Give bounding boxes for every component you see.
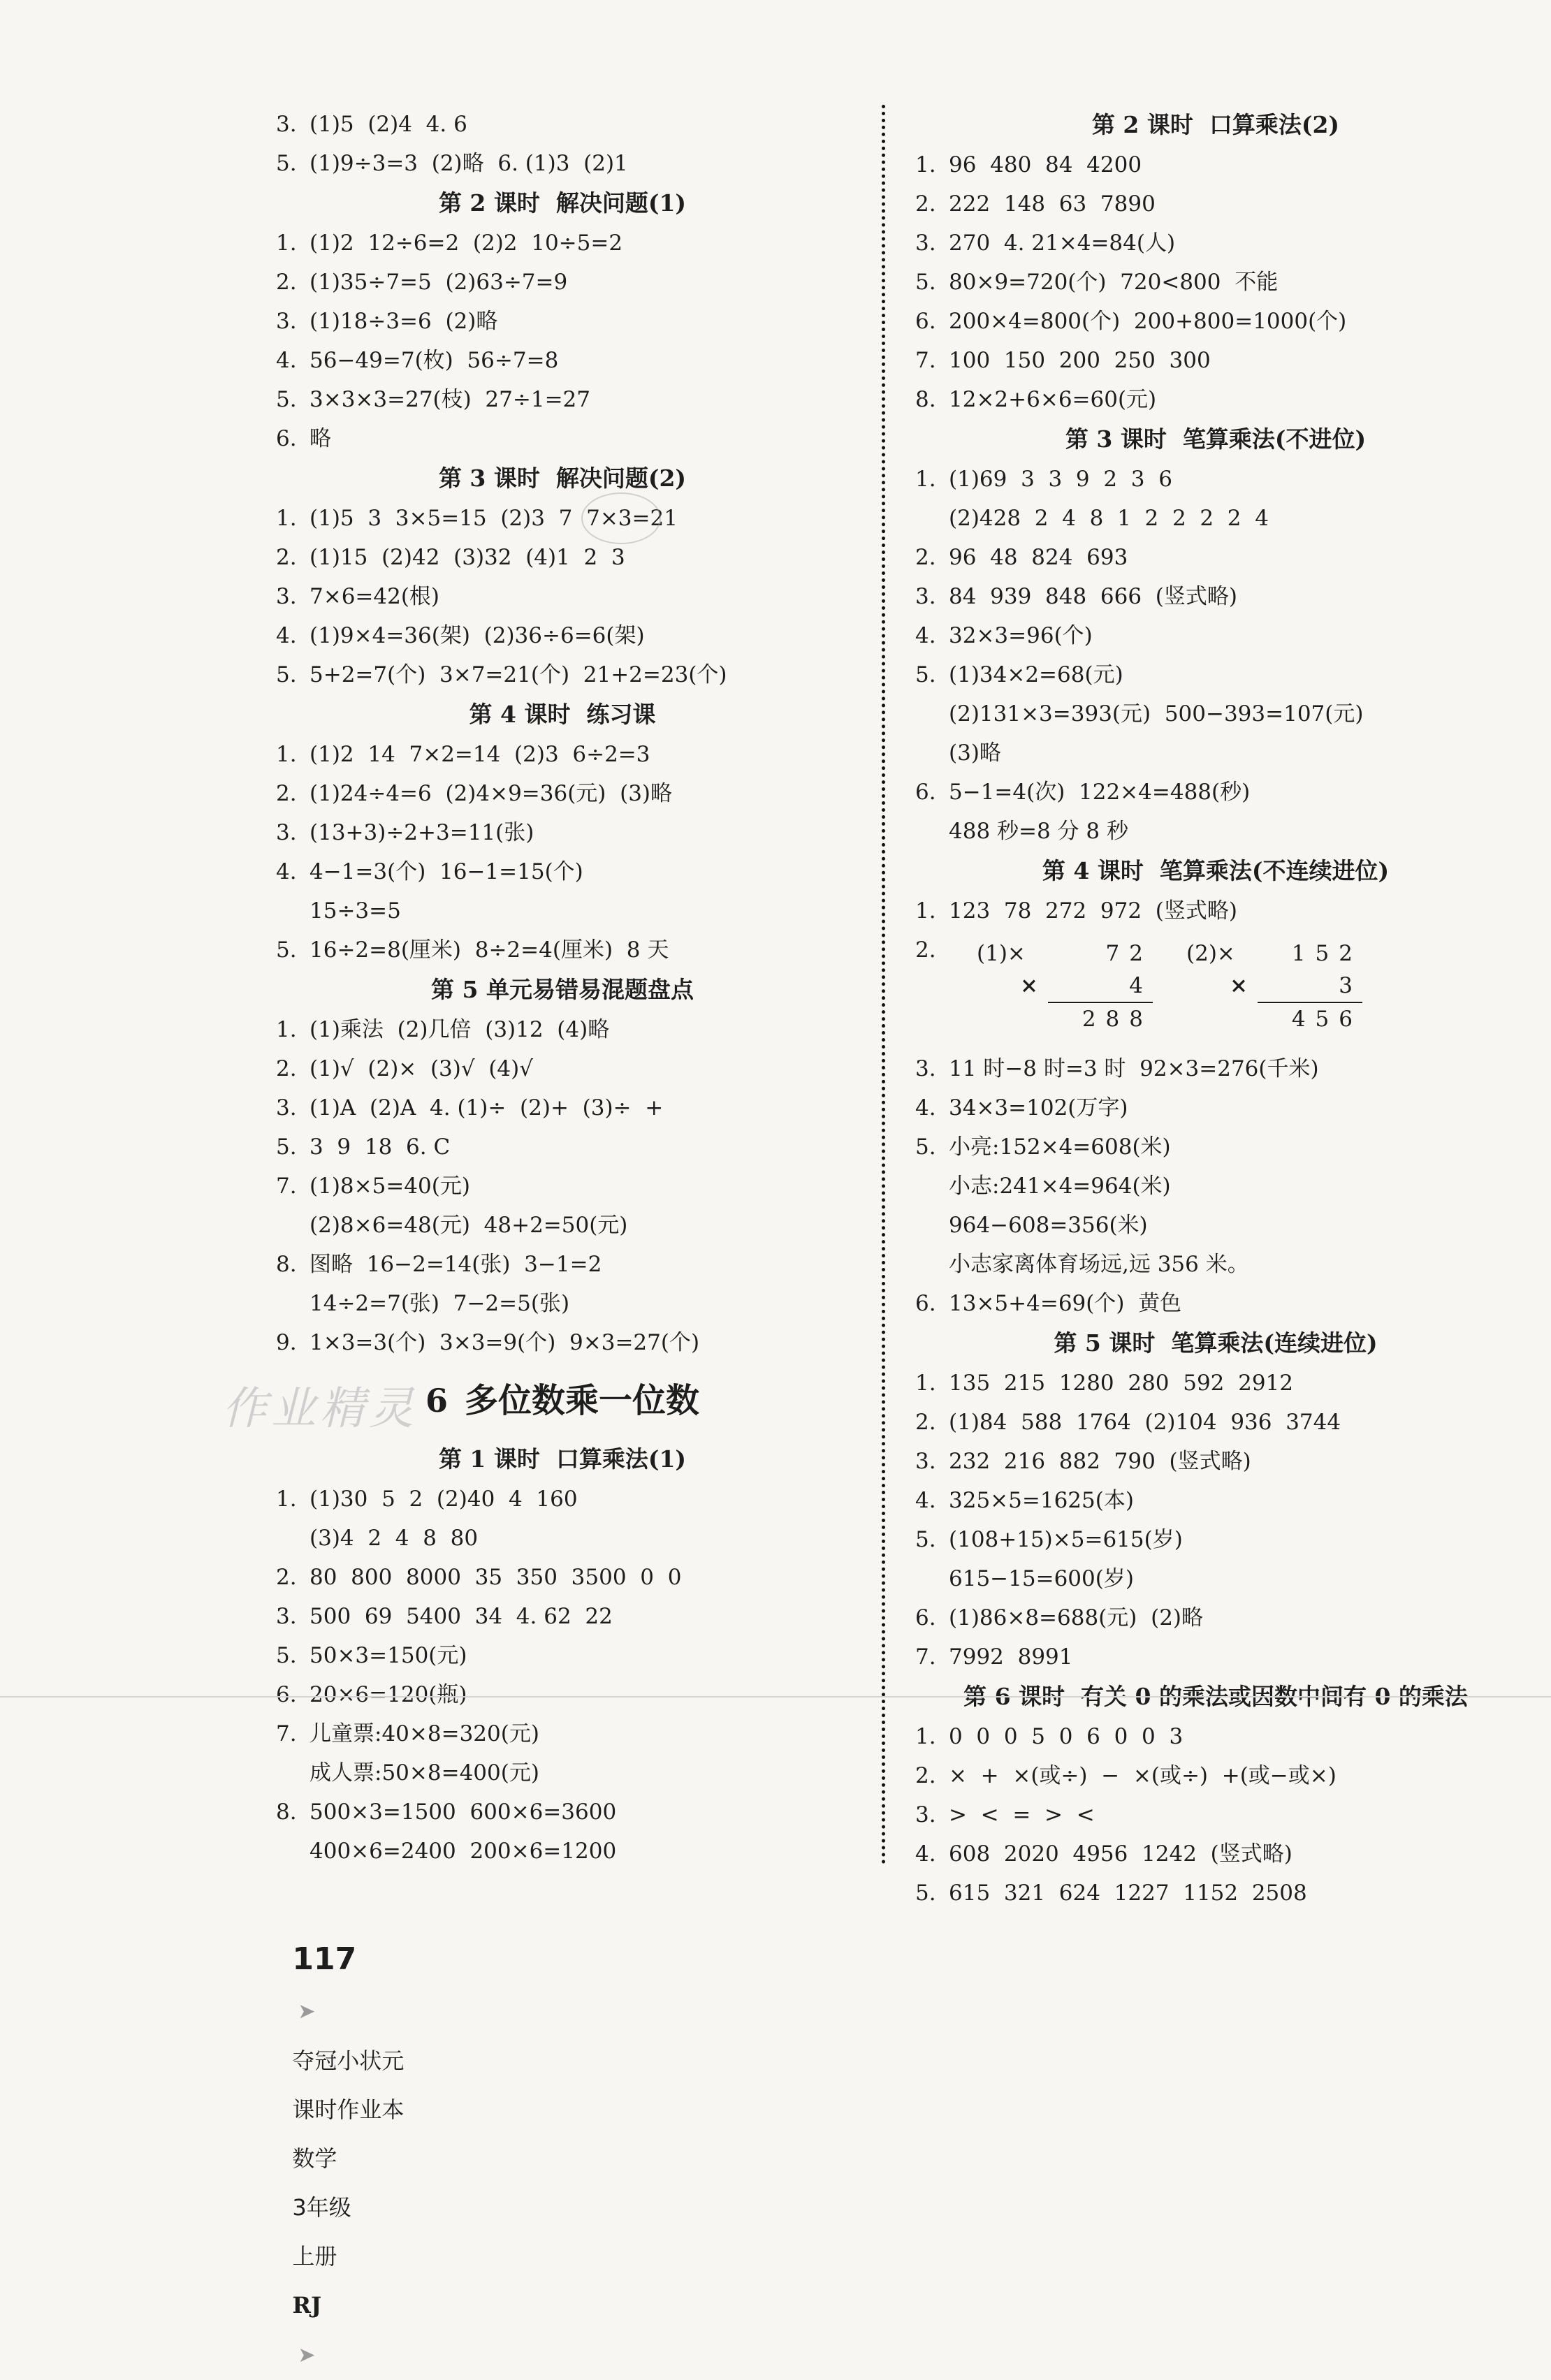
lesson-heading: 第 3 课时 解决问题(2) [438,465,687,492]
answer-text: (1)86×8=688(元) (2)略 [949,1605,1204,1630]
answer-text: (1)2 14 7×2=14 (2)3 6÷2=3 [310,742,650,767]
answer-text: 96 48 824 693 [949,545,1128,570]
answer-text: 200×4=800(个) 200+800=1000(个) [949,309,1347,334]
answer-continuation: (3)4 2 4 8 80 [310,1526,479,1551]
answer-text: (1)A (2)A 4. (1)÷ (2)+ (3)÷ + [310,1095,664,1120]
answer-text: 500×3=1500 600×6=3600 [310,1799,617,1825]
question-number: 2. [915,545,936,570]
question-number: 6. [276,1682,297,1707]
question-number: 3. [276,584,297,609]
answer-text: 80×9=720(个) 720<800 不能 [949,270,1279,295]
answer-item [276,1323,849,1362]
question-number: 4. [915,1488,936,1513]
answer-text: (1)5 3 3×5=15 (2)3 7 7×3=21 [310,506,678,531]
edition: RJ [292,2292,322,2319]
answer-text: (1)35÷7=5 (2)63÷7=9 [310,270,568,295]
page-number: 117 [292,1941,357,1977]
sub-question-label: (2)× [1186,941,1235,966]
answer-text: (1)8×5=40(元) [310,1174,470,1199]
answer-text: 1×3=3(个) 3×3=9(个) 9×3=27(个) [310,1330,700,1355]
answer-continuation: 488 秒=8 分 8 秒 [949,819,1129,844]
product: 456 [1291,1007,1362,1032]
answer-item [915,1364,1516,1403]
answer-text: (1)18÷3=6 (2)略 [310,309,498,334]
answer-continuation: 964−608=356(米) [949,1213,1148,1238]
answer-item [276,1049,849,1088]
lesson-heading: 第 6 课时 有关 0 的乘法或因数中间有 0 的乘法 [963,1683,1468,1710]
answer-item [915,891,1516,930]
answer-text: 232 216 882 790 (竖式略) [949,1449,1251,1474]
answer-item [915,1637,1516,1677]
question-number: 3. [276,820,297,845]
answer-item [915,616,1516,655]
answer-text: 3 9 18 6. C [310,1134,451,1160]
answer-item [276,774,849,813]
answer-text: 儿童票:40×8=320(元) [310,1721,539,1746]
dotted-divider [882,105,885,1865]
question-number: 4. [276,859,297,884]
question-number: 2. [276,545,297,570]
answer-item [915,1088,1516,1127]
answer-item [276,1558,849,1597]
question-number: 2. [915,191,936,217]
answer-item [276,1480,849,1519]
answer-item [276,1793,849,1832]
answer-item [915,1756,1516,1795]
question-number: 4. [915,1841,936,1867]
question-number: 5. [276,1643,297,1668]
answer-item [915,1127,1516,1167]
question-number: 5. [276,1134,297,1160]
answer-item [276,538,849,577]
answer-text: (1)30 5 2 (2)40 4 160 [310,1487,578,1512]
answer-text: (1)34×2=68(元) [949,662,1123,687]
answer-text: 12×2+6×6=60(元) [949,387,1157,412]
question-number: 7. [276,1721,297,1746]
term: 上册 [292,2243,337,2270]
multiplicand-row [977,937,1153,970]
answer-continuation: 14÷2=7(张) 7−2=5(张) [310,1291,570,1316]
times-sign: × [1230,973,1248,998]
vertical-multiplication [977,937,1153,1035]
question-number: 1. [276,1017,297,1042]
answer-item [276,577,849,616]
answer-text: 325×5=1625(本) [949,1488,1134,1513]
question-number: 8. [276,1799,297,1825]
multiplier-row [1230,970,1362,1002]
question-number: 2. [276,1565,297,1590]
answer-item [276,1088,849,1127]
question-number: 5. [915,270,936,295]
answer-item [276,1167,849,1206]
answer-item [915,1284,1516,1323]
arrow-icon: ➤ [298,1999,316,2024]
answer-text: (108+15)×5=615(岁) [949,1527,1183,1552]
question-number: 3. [276,309,297,334]
answer-item [915,1598,1516,1637]
answer-item [915,1520,1516,1559]
answer-continuation: 15÷3=5 [310,898,401,923]
answer-item [915,930,1516,1049]
answer-text: 608 2020 4956 1242 (竖式略) [949,1841,1292,1867]
question-number: 5. [915,1527,936,1552]
book-type: 课时作业本 [292,2096,405,2123]
lesson-heading: 第 4 课时 练习课 [469,701,656,728]
grade: 3年级 [292,2194,351,2221]
answer-text: 3×3×3=27(枝) 27÷1=27 [310,387,591,412]
answer-item [915,1834,1516,1874]
question-number: 1. [915,1724,936,1749]
answer-item [276,302,849,341]
sub-question-label: (1)× [977,941,1026,966]
question-number: 1. [276,231,297,256]
answer-item [915,1795,1516,1834]
question-number: 6. [915,780,936,805]
question-number: 3. [915,1802,936,1827]
answer-item [276,1245,849,1284]
answer-text: 50×3=150(元) [310,1643,467,1668]
answer-text: (1)9÷3=3 (2)略 6. (1)3 (2)1 [310,151,628,176]
book-name: 夺冠小状元 [292,2047,405,2074]
answer-continuation: 成人票:50×8=400(元) [310,1760,539,1786]
answer-item [276,341,849,380]
answer-item [276,144,849,183]
watermark-text: 作业精灵 [222,1383,418,1435]
lesson-heading: 第 5 课时 笔算乘法(连续进位) [1054,1329,1378,1357]
unit-number: 6 [425,1382,448,1419]
question-number: 5. [276,151,297,176]
answer-text: 0 0 0 5 0 6 0 0 3 [949,1724,1184,1749]
answer-text: 5+2=7(个) 3×7=21(个) 21+2=23(个) [310,662,727,687]
question-number: 5. [276,937,297,963]
answer-text: (1)15 (2)42 (3)32 (4)1 2 3 [310,545,625,570]
question-number: 8. [276,1252,297,1277]
answer-item [276,499,849,538]
answer-text: 略 [310,426,331,451]
answer-item [915,577,1516,616]
arrow-icon: ➤ [298,2343,316,2367]
answer-item [915,1481,1516,1520]
answer-continuation: 615−15=600(岁) [949,1566,1134,1591]
question-number: 2. [915,937,936,963]
lesson-heading: 第 2 课时 解决问题(1) [438,189,687,217]
question-number: 6. [276,426,297,451]
question-number: 7. [915,348,936,373]
answer-item [276,852,849,891]
answer-item [915,1874,1516,1913]
lesson-heading: 第 4 课时 笔算乘法(不连续进位) [1042,857,1390,884]
answer-text: 7×6=42(根) [310,584,440,609]
answer-text: 84 939 848 666 (竖式略) [949,584,1237,609]
lesson-heading: 第 3 课时 笔算乘法(不进位) [1065,425,1367,453]
answer-text: 7992 8991 [949,1644,1073,1670]
answer-item [915,1049,1516,1088]
question-number: 1. [915,467,936,492]
answer-item [276,263,849,302]
question-number: 9. [276,1330,297,1355]
question-number: 7. [915,1644,936,1670]
answer-item [915,302,1516,341]
product: 288 [1082,1007,1153,1032]
question-number: 3. [915,231,936,256]
question-number: 4. [915,623,936,648]
question-number: 6. [915,1291,936,1316]
answer-item [915,1403,1516,1442]
lesson-heading: 第 2 课时 口算乘法(2) [1091,111,1340,138]
answer-text: 5−1=4(次) 122×4=488(秒) [949,780,1251,805]
question-number: 3. [915,1449,936,1474]
multiplier: 4 [1129,973,1153,998]
question-number: 1. [915,1371,936,1396]
question-number: 2. [915,1763,936,1788]
answer-item [276,1127,849,1167]
answer-text: 270 4. 21×4=84(人) [949,231,1176,256]
answer-text: 20×6=120(瓶) [310,1682,467,1707]
multiplicand-row [1186,937,1362,970]
unit-name: 多位数乘一位数 [465,1381,700,1420]
answer-item [915,538,1516,577]
answer-item [915,380,1516,419]
question-number: 1. [276,742,297,767]
answer-continuation: (2)8×6=48(元) 48+2=50(元) [310,1213,628,1238]
answer-item [276,1010,849,1049]
answer-text: (1)乘法 (2)几倍 (3)12 (4)略 [310,1017,610,1042]
answer-item [276,224,849,263]
lesson-heading: 第 5 单元易错易混题盘点 [431,976,694,1003]
answer-item [276,1714,849,1753]
question-number: 3. [276,1604,297,1629]
question-number: 3. [276,1095,297,1120]
answer-item [915,655,1516,694]
answer-item [915,1717,1516,1756]
answer-text: 96 480 84 4200 [949,152,1142,177]
answer-item [915,145,1516,184]
answer-text: 56−49=7(枚) 56÷7=8 [310,348,559,373]
answer-text: (1)√ (2)× (3)√ (4)√ [310,1056,534,1081]
answer-continuation: (2)131×3=393(元) 500−393=107(元) [949,701,1364,727]
answer-item [915,460,1516,499]
question-number: 1. [276,1487,297,1512]
answer-text: (1)5 (2)4 4. 6 [310,112,467,137]
question-number: 1. [915,152,936,177]
answer-text: 135 215 1280 280 592 2912 [949,1371,1294,1396]
multiplicand: 152 [1291,941,1362,966]
answer-item [915,224,1516,263]
question-number: 2. [276,270,297,295]
question-number: 4. [276,623,297,648]
question-number: 5. [915,662,936,687]
answer-text: 222 148 63 7890 [949,191,1156,217]
answer-text: (1)84 588 1764 (2)104 936 3744 [949,1410,1341,1435]
answer-text: 32×3=96(个) [949,623,1093,648]
answer-text: 80 800 8000 35 350 3500 0 0 [310,1565,682,1590]
answer-text: > < = > < [949,1802,1095,1827]
question-number: 2. [276,1056,297,1081]
question-number: 3. [276,112,297,137]
answer-continuation: (3)略 [949,740,1001,766]
question-number: 8. [915,387,936,412]
answer-item [276,1597,849,1636]
answer-item [276,1675,849,1714]
answer-item [276,930,849,970]
answer-item [276,380,849,419]
question-number: 4. [276,348,297,373]
question-number: 5. [276,387,297,412]
multiplicand: 72 [1105,941,1153,966]
answer-continuation: 400×6=2400 200×6=1200 [310,1839,617,1864]
answer-continuation: 小志:241×4=964(米) [949,1174,1171,1199]
lesson-heading: 第 1 课时 口算乘法(1) [438,1445,687,1473]
answer-item [915,773,1516,812]
answer-text: (13+3)÷2+3=11(张) [310,820,534,845]
answer-item [276,735,849,774]
question-number: 7. [276,1174,297,1199]
question-number: 5. [915,1881,936,1906]
stamp-mark [581,492,661,544]
answer-text: 图略 16−2=14(张) 3−1=2 [310,1252,602,1277]
question-number: 2. [915,1410,936,1435]
multiplier: 3 [1339,973,1362,998]
right-column [915,105,1516,1913]
answer-text: (1)2 12÷6=2 (2)2 10÷5=2 [310,231,623,256]
answer-text: 615 321 624 1227 1152 2508 [949,1881,1307,1906]
question-number: 3. [915,584,936,609]
question-number: 3. [915,1056,936,1081]
answer-item [915,341,1516,380]
question-number: 1. [915,898,936,923]
answer-item [915,184,1516,224]
answer-text: (1)9×4=36(架) (2)36÷6=6(架) [310,623,645,648]
left-column [276,105,849,1871]
answer-continuation: (2)428 2 4 8 1 2 2 2 2 4 [949,506,1269,531]
answer-item [276,655,849,694]
question-number: 1. [276,506,297,531]
answer-text: (1)24÷4=6 (2)4×9=36(元) (3)略 [310,781,673,806]
answer-text: (1)69 3 3 9 2 3 6 [949,467,1172,492]
answer-text: 11 时−8 时=3 时 92×3=276(千米) [949,1056,1319,1081]
question-number: 5. [276,662,297,687]
multiplier-row [1020,970,1153,1002]
answer-text: 13×5+4=69(个) 黄色 [949,1291,1182,1316]
answer-continuation: 小志家离体育场远,远 356 米。 [949,1252,1249,1277]
answer-item [915,1442,1516,1481]
question-number: 2. [276,781,297,806]
answer-text: 4−1=3(个) 16−1=15(个) [310,859,583,884]
question-number: 6. [915,1605,936,1630]
answer-item [276,616,849,655]
question-number: 5. [915,1134,936,1160]
answer-item [276,419,849,458]
answer-text: 小亮:152×4=608(米) [949,1134,1171,1160]
answer-text: 500 69 5400 34 4. 62 22 [310,1604,613,1629]
answer-item [276,1636,849,1675]
answer-text: 100 150 200 250 300 [949,348,1211,373]
page-footer [278,1886,422,2367]
answer-item [915,263,1516,302]
answer-item [276,813,849,852]
answer-item [276,105,849,144]
answer-text: 123 78 272 972 (竖式略) [949,898,1237,923]
question-number: 6. [915,309,936,334]
subject: 数学 [292,2145,337,2172]
question-number: 4. [915,1095,936,1120]
vertical-multiplication [1186,937,1362,1035]
answer-text: 16÷2=8(厘米) 8÷2=4(厘米) 8 天 [310,937,669,963]
page-fold-line [0,1696,1551,1698]
answer-text: × + ×(或÷) − ×(或÷) +(或−或×) [949,1763,1337,1788]
times-sign: × [1020,973,1038,998]
answer-text: 34×3=102(万字) [949,1095,1128,1120]
